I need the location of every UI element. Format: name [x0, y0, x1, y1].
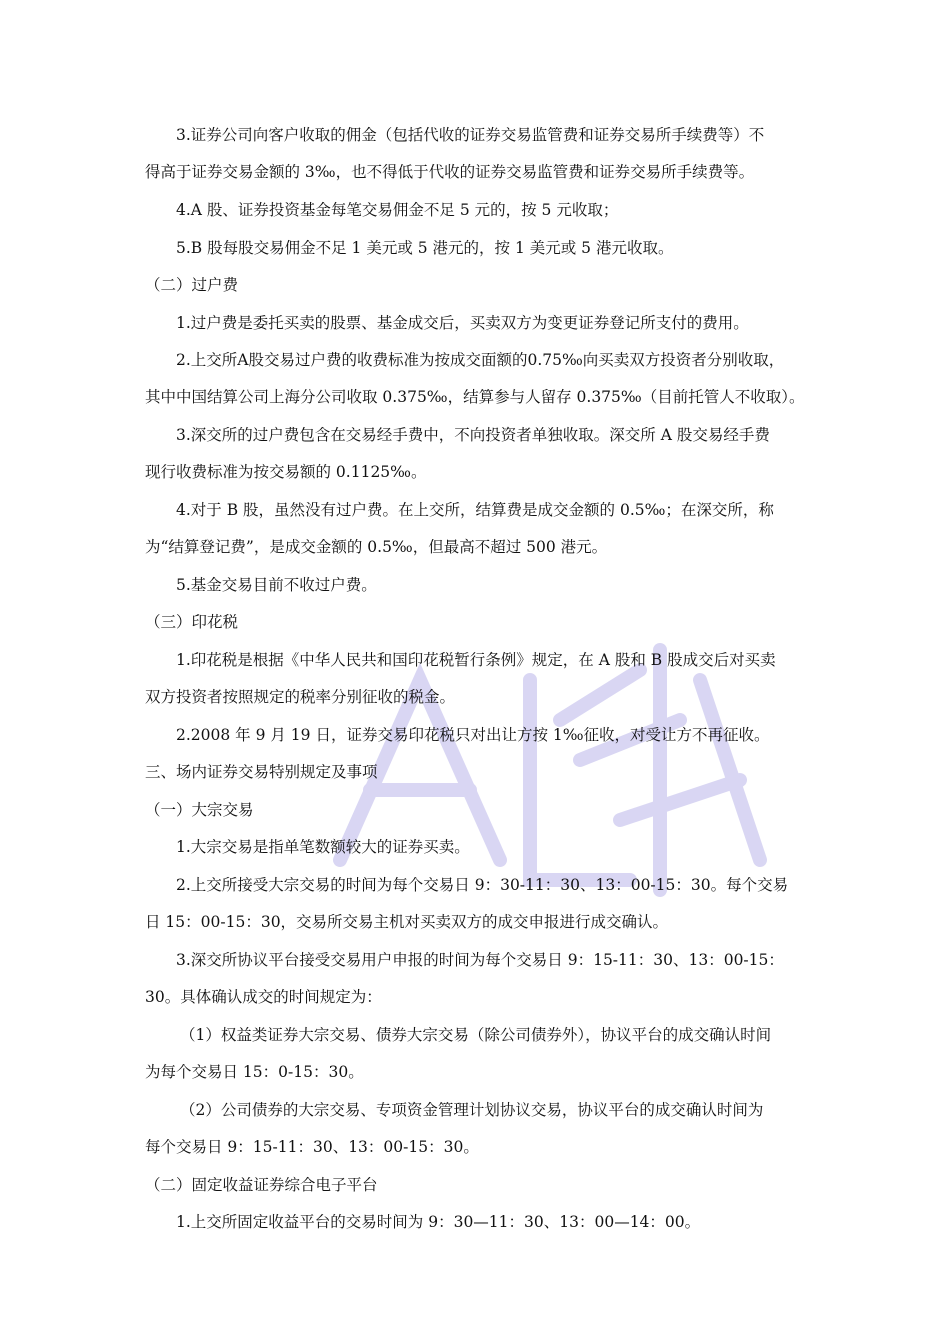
text-line: 3.证券公司向客户收取的佣金（包括代收的证券交易监管费和证券交易所手续费等）不: [176, 126, 765, 144]
text-line: （1）权益类证券大宗交易、债券大宗交易（除公司债券外），协议平台的成交确认时间: [180, 1026, 772, 1044]
section-heading: （二）过户费: [145, 276, 239, 294]
text-line: 每个交易日 9：15-11：30、13：00-15：30。: [145, 1138, 479, 1156]
text-line: 30。具体确认成交的时间规定为：: [145, 988, 382, 1006]
text-line: 5.B 股每股交易佣金不足 1 美元或 5 港元的，按 1 美元或 5 港元收取。: [176, 239, 674, 257]
text-line: 现行收费标准为按交易额的 0.1125‰。: [145, 463, 427, 481]
section-heading: （二）固定收益证券综合电子平台: [145, 1176, 378, 1194]
chapter-heading: 三、场内证券交易特别规定及事项: [145, 763, 378, 781]
text-line: 2.2008 年 9 月 19 日，证券交易印花税只对出让方按 1‰征收，对受让方不再征收。: [176, 726, 770, 744]
text-line: （2）公司债券的大宗交易、专项资金管理计划协议交易，协议平台的成交确认时间为: [180, 1101, 764, 1119]
text-line: 4.A 股、证券投资基金每笔交易佣金不足 5 元的，按 5 元收取；: [176, 201, 619, 219]
text-line: 其中中国结算公司上海分公司收取 0.375‰，结算参与人留存 0.375‰（目前托管人不收取）。: [145, 388, 805, 406]
text-line: 5.基金交易目前不收过户费。: [176, 576, 377, 594]
text-line: 3.深交所的过户费包含在交易经手费中，不向投资者单独收取。深交所 A 股交易经手费: [176, 426, 770, 444]
text-line: 双方投资者按照规定的税率分别征收的税金。: [145, 688, 456, 706]
text-line: 3.深交所协议平台接受交易用户申报的时间为每个交易日 9：15-11：30、13：00-15：: [176, 951, 784, 969]
section-heading: （一）大宗交易: [145, 801, 254, 819]
text-line: 为“结算登记费”，是成交金额的 0.5‰，但最高不超过 500 港元。: [145, 538, 608, 556]
text-line: 4.对于 B 股，虽然没有过户费。在上交所，结算费是成交金额的 0.5‰；在深交所，称: [176, 501, 774, 519]
text-line: 日 15：00-15：30，交易所交易主机对买卖双方的成交申报进行成交确认。: [145, 913, 669, 931]
text-line: 为每个交易日 15：0-15：30。: [145, 1063, 364, 1081]
text-line: 1.上交所固定收益平台的交易时间为 9：30—11：30、13：00—14：00。: [176, 1213, 701, 1231]
text-line: 1.过户费是委托买卖的股票、基金成交后，买卖双方为变更证券登记所支付的费用。: [176, 314, 749, 332]
text-line: 得高于证券交易金额的 3‰，也不得低于代收的证券交易监管费和证券交易所手续费等。: [145, 163, 755, 181]
text-line: 1.印花税是根据《中华人民共和国印花税暂行条例》规定，在 A 股和 B 股成交后对买卖: [176, 651, 776, 669]
text-line: 2.上交所接受大宗交易的时间为每个交易日 9：30-11：30、13：00-15：30。每个交易: [176, 876, 789, 894]
text-line: 2.上交所A股交易过户费的收费标准为按成交面额的0.75‰向买卖双方投资者分别收取，: [176, 351, 785, 369]
section-heading: （三）印花税: [145, 613, 239, 631]
text-line: 1.大宗交易是指单笔数额较大的证券买卖。: [176, 838, 470, 856]
